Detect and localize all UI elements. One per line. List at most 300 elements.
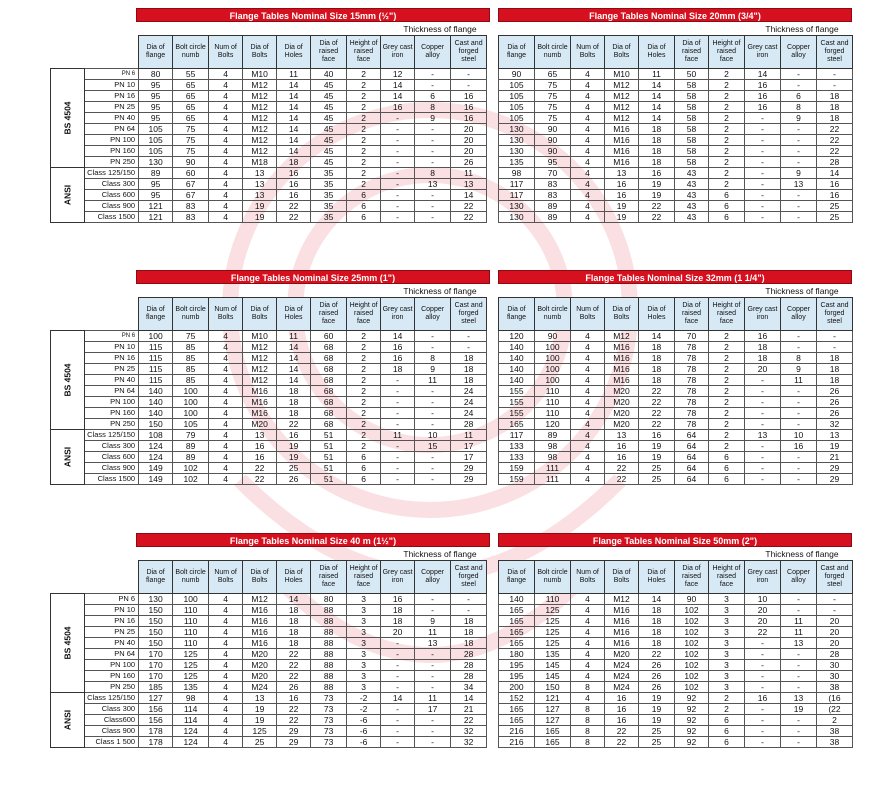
cell: 22: [639, 212, 675, 223]
cell: 73: [311, 715, 347, 726]
cell: 18: [639, 342, 675, 353]
cell: 4: [571, 80, 605, 91]
group-text: BS 4504: [62, 626, 73, 660]
column-header: Dia of Holes: [639, 561, 675, 594]
cell: 35: [311, 201, 347, 212]
cell: 165: [499, 715, 535, 726]
pressure-class: Class 1500: [85, 212, 139, 223]
cell: 18: [745, 342, 781, 353]
group-label-ansi: [51, 168, 85, 223]
cell: 135: [173, 682, 209, 693]
cell: 80: [311, 594, 347, 605]
group-text: ANSI: [62, 709, 73, 731]
cell: 140: [499, 353, 535, 364]
cell: 25: [243, 737, 277, 748]
cell: -: [781, 463, 817, 474]
table-row: [51, 715, 487, 726]
cell: 14: [277, 124, 311, 135]
cell: 16: [277, 430, 311, 441]
cell: 130: [499, 212, 535, 223]
cell: -: [745, 179, 781, 190]
cell: 75: [173, 146, 209, 157]
column-header: Copper alloy: [781, 298, 817, 331]
cell: 35: [311, 168, 347, 179]
cell: 2: [709, 441, 745, 452]
cell: 102: [173, 463, 209, 474]
cell: 16: [277, 190, 311, 201]
cell: 120: [499, 331, 535, 342]
cell: 6: [709, 463, 745, 474]
table-row: [51, 616, 487, 627]
cell: 4: [571, 441, 605, 452]
cell: 65: [535, 69, 571, 80]
cell: 22: [277, 212, 311, 223]
table-row: [51, 638, 487, 649]
pressure-class: PN 250: [85, 157, 139, 168]
cell: 4: [209, 91, 243, 102]
cell: 3: [709, 638, 745, 649]
cell: 2: [347, 386, 381, 397]
cell: M10: [243, 69, 277, 80]
table-row: [51, 113, 487, 124]
cell: 4: [209, 704, 243, 715]
cell: -: [381, 704, 415, 715]
cell: 2: [347, 331, 381, 342]
table-row: [499, 726, 853, 737]
column-header: Height of raised face: [709, 36, 745, 69]
cell: -: [745, 474, 781, 485]
cell: -: [745, 682, 781, 693]
cell: 26: [817, 386, 853, 397]
cell: M16: [243, 627, 277, 638]
column-header: Dia of Holes: [639, 36, 675, 69]
cell: 25: [639, 726, 675, 737]
table-row: [499, 91, 853, 102]
cell: 92: [675, 715, 709, 726]
pressure-class: PN 40: [85, 113, 139, 124]
cell: 85: [173, 364, 209, 375]
cell: 45: [311, 102, 347, 113]
cell: 26: [277, 474, 311, 485]
cell: 28: [451, 419, 487, 430]
cell: 200: [499, 682, 535, 693]
cell: -: [415, 682, 451, 693]
cell: 19: [639, 704, 675, 715]
cell: 4: [209, 408, 243, 419]
cell: 88: [311, 682, 347, 693]
cell: 2: [709, 146, 745, 157]
cell: 4: [209, 616, 243, 627]
cell: -: [781, 386, 817, 397]
column-header: Dia of flange: [139, 561, 173, 594]
cell: 58: [675, 80, 709, 91]
cell: 18: [277, 605, 311, 616]
cell: 145: [535, 660, 571, 671]
cell: 100: [139, 331, 173, 342]
cell: -: [745, 441, 781, 452]
cell: -: [415, 726, 451, 737]
cell: 19: [639, 190, 675, 201]
cell: 98: [499, 168, 535, 179]
cell: 152: [499, 693, 535, 704]
cell: M16: [243, 638, 277, 649]
header-spacer: [51, 36, 139, 69]
cell: 110: [535, 594, 571, 605]
cell: 180: [499, 649, 535, 660]
cell: 65: [173, 91, 209, 102]
cell: 2: [709, 408, 745, 419]
cell: 4: [209, 212, 243, 223]
cell: 159: [499, 474, 535, 485]
cell: 4: [209, 102, 243, 113]
cell: 35: [311, 179, 347, 190]
cell: -: [781, 419, 817, 430]
pressure-class: PN 160: [85, 408, 139, 419]
table-row: [499, 80, 853, 91]
table-row: [51, 353, 487, 364]
pressure-class: Class600: [85, 715, 139, 726]
cell: 88: [311, 616, 347, 627]
table-row: [51, 124, 487, 135]
cell: 75: [535, 91, 571, 102]
table-row: [51, 605, 487, 616]
cell: 2: [709, 704, 745, 715]
cell: 14: [277, 353, 311, 364]
cell: 4: [209, 179, 243, 190]
pressure-class: Class 1 500: [85, 737, 139, 748]
cell: 14: [277, 594, 311, 605]
table-row: [499, 452, 853, 463]
cell: 121: [535, 693, 571, 704]
cell: 4: [209, 135, 243, 146]
cell: 18: [277, 616, 311, 627]
column-header: Dia of Holes: [277, 298, 311, 331]
cell: 16: [605, 452, 639, 463]
cell: 4: [209, 124, 243, 135]
cell: 16: [277, 693, 311, 704]
cell: 6: [709, 726, 745, 737]
table-row: [499, 693, 853, 704]
cell: M20: [243, 649, 277, 660]
cell: -: [781, 124, 817, 135]
table-row: [51, 452, 487, 463]
cell: 90: [535, 331, 571, 342]
cell: 16: [605, 693, 639, 704]
cell: 9: [415, 616, 451, 627]
cell: 4: [571, 386, 605, 397]
cell: 18: [381, 616, 415, 627]
cell: 92: [675, 693, 709, 704]
cell: -: [451, 80, 487, 91]
cell: 121: [139, 212, 173, 223]
cell: 16: [451, 113, 487, 124]
cell: 16: [381, 594, 415, 605]
cell: 125: [535, 638, 571, 649]
cell: -: [745, 146, 781, 157]
cell: 16: [639, 168, 675, 179]
cell: 14: [381, 80, 415, 91]
cell: 67: [173, 190, 209, 201]
cell: M12: [243, 102, 277, 113]
cell: 64: [675, 463, 709, 474]
cell: 65: [173, 80, 209, 91]
cell: 19: [781, 704, 817, 715]
cell: -6: [347, 726, 381, 737]
cell: 16: [381, 353, 415, 364]
cell: 78: [675, 353, 709, 364]
cell: -: [781, 408, 817, 419]
pressure-class: Class 300: [85, 441, 139, 452]
cell: 4: [571, 190, 605, 201]
cell: 2: [709, 342, 745, 353]
cell: 4: [571, 627, 605, 638]
cell: 45: [311, 135, 347, 146]
cell: M12: [605, 102, 639, 113]
cell: 2: [709, 102, 745, 113]
cell: 22: [639, 649, 675, 660]
cell: -: [415, 386, 451, 397]
cell: 16: [745, 331, 781, 342]
cell: 165: [499, 616, 535, 627]
cell: 18: [277, 627, 311, 638]
cell: -: [781, 715, 817, 726]
cell: -: [745, 660, 781, 671]
cell: 14: [639, 91, 675, 102]
table-row: [499, 627, 853, 638]
cell: 4: [209, 638, 243, 649]
cell: 18: [817, 353, 853, 364]
cell: -: [781, 605, 817, 616]
pressure-class: PN 64: [85, 386, 139, 397]
table-row: [499, 102, 853, 113]
cell: 2: [347, 353, 381, 364]
table-row: [51, 649, 487, 660]
cell: 140: [139, 408, 173, 419]
cell: 78: [675, 386, 709, 397]
cell: 8: [415, 353, 451, 364]
cell: -: [415, 201, 451, 212]
table-row: [499, 113, 853, 124]
pressure-class: Class 600: [85, 452, 139, 463]
cell: 88: [311, 638, 347, 649]
cell: 3: [347, 671, 381, 682]
cell: 19: [277, 452, 311, 463]
cell: -: [745, 638, 781, 649]
cell: 18: [639, 605, 675, 616]
cell: 105: [173, 419, 209, 430]
column-header: Cast and forged steel: [817, 298, 853, 331]
cell: 19: [817, 441, 853, 452]
cell: 19: [639, 441, 675, 452]
cell: -: [415, 463, 451, 474]
table-row: [51, 168, 487, 179]
cell: 127: [139, 693, 173, 704]
cell: 22: [277, 660, 311, 671]
cell: 28: [817, 157, 853, 168]
column-header: Copper alloy: [781, 36, 817, 69]
pressure-class: Class 900: [85, 463, 139, 474]
cell: 8: [571, 726, 605, 737]
cell: 60: [173, 168, 209, 179]
cell: 80: [139, 69, 173, 80]
cell: M16: [243, 408, 277, 419]
cell: 3: [347, 682, 381, 693]
cell: 14: [277, 80, 311, 91]
cell: 68: [311, 375, 347, 386]
pressure-class: Class 125/150: [85, 430, 139, 441]
cell: 16: [381, 102, 415, 113]
cell: 102: [675, 627, 709, 638]
cell: 18: [639, 375, 675, 386]
cell: 4: [571, 375, 605, 386]
cell: -: [745, 397, 781, 408]
cell: -: [381, 408, 415, 419]
cell: 8: [781, 353, 817, 364]
column-header: Grey cast iron: [745, 298, 781, 331]
cell: 2: [347, 168, 381, 179]
cell: 18: [817, 91, 853, 102]
cell: 95: [139, 190, 173, 201]
cell: 6: [709, 715, 745, 726]
cell: 165: [499, 627, 535, 638]
table-row: [51, 726, 487, 737]
table-row: [51, 386, 487, 397]
cell: 115: [139, 353, 173, 364]
cell: M12: [243, 124, 277, 135]
cell: 115: [139, 375, 173, 386]
cell: 16: [451, 91, 487, 102]
cell: 13: [415, 179, 451, 190]
cell: 3: [347, 638, 381, 649]
cell: -: [381, 441, 415, 452]
cell: M16: [605, 124, 639, 135]
pressure-class: PN 25: [85, 364, 139, 375]
cell: 4: [209, 190, 243, 201]
cell: 19: [639, 452, 675, 463]
cell: 2: [347, 441, 381, 452]
cell: 28: [817, 649, 853, 660]
column-header: Cast and forged steel: [817, 561, 853, 594]
cell: 14: [817, 168, 853, 179]
column-header: Height of raised face: [347, 298, 381, 331]
group-text: BS 4504: [62, 101, 73, 135]
group-text: BS 4504: [62, 363, 73, 397]
cell: 95: [139, 91, 173, 102]
cell: 14: [277, 113, 311, 124]
cell: 14: [277, 146, 311, 157]
cell: 195: [499, 660, 535, 671]
cell: -: [781, 474, 817, 485]
cell: 25: [277, 463, 311, 474]
cell: 45: [311, 80, 347, 91]
cell: 178: [139, 726, 173, 737]
cell: -: [381, 135, 415, 146]
pressure-class: Class 900: [85, 201, 139, 212]
cell: -: [745, 726, 781, 737]
table-row: [51, 135, 487, 146]
table-row: [499, 660, 853, 671]
cell: 10: [415, 430, 451, 441]
column-header: Grey cast iron: [381, 561, 415, 594]
cell: 216: [499, 737, 535, 748]
cell: -6: [347, 715, 381, 726]
cell: 102: [675, 649, 709, 660]
pressure-class: PN 25: [85, 627, 139, 638]
column-header: Grey cast iron: [381, 36, 415, 69]
cell: 2: [347, 69, 381, 80]
cell: M12: [243, 91, 277, 102]
pressure-class: PN 25: [85, 102, 139, 113]
table-row: [51, 157, 487, 168]
cell: 43: [675, 190, 709, 201]
column-header: Height of raised face: [347, 36, 381, 69]
cell: 88: [311, 671, 347, 682]
column-header: Dia of Bolts: [605, 36, 639, 69]
cell: -: [415, 660, 451, 671]
cell: M12: [243, 375, 277, 386]
cell: 114: [173, 704, 209, 715]
column-header: Num of Bolts: [571, 561, 605, 594]
group-label-bs4504: [51, 69, 85, 168]
pressure-class: PN 10: [85, 342, 139, 353]
table-row: [51, 397, 487, 408]
cell: 100: [535, 375, 571, 386]
column-header: Bolt circle numb: [173, 36, 209, 69]
cell: 120: [535, 419, 571, 430]
cell: 6: [709, 190, 745, 201]
cell: 88: [311, 660, 347, 671]
cell: 4: [571, 660, 605, 671]
cell: -: [381, 168, 415, 179]
column-header: Grey cast iron: [381, 298, 415, 331]
cell: 45: [311, 157, 347, 168]
cell: -: [415, 212, 451, 223]
cell: 14: [639, 113, 675, 124]
panel-title-right: Flange Tables Nominal Size 32mm (1 1/4"): [498, 270, 852, 284]
cell: 40: [311, 69, 347, 80]
cell: -: [381, 638, 415, 649]
cell: 22: [817, 135, 853, 146]
cell: 32: [817, 419, 853, 430]
table-row: [499, 638, 853, 649]
cell: 35: [311, 212, 347, 223]
cell: 2: [347, 113, 381, 124]
cell: 4: [571, 397, 605, 408]
flange-table-left: [50, 297, 487, 485]
cell: 150: [139, 419, 173, 430]
thickness-label: Thickness of flange: [403, 24, 477, 34]
cell: 6: [781, 91, 817, 102]
column-header: Bolt circle numb: [173, 561, 209, 594]
pressure-class: PN 6: [85, 331, 139, 342]
cell: 4: [571, 135, 605, 146]
pressure-class: PN 250: [85, 682, 139, 693]
table-row: [499, 649, 853, 660]
cell: -: [745, 201, 781, 212]
column-header: Dia of Holes: [277, 36, 311, 69]
cell: -: [415, 408, 451, 419]
cell: 2: [709, 179, 745, 190]
cell: 105: [499, 91, 535, 102]
flange-table-right: [498, 560, 853, 748]
cell: 25: [639, 737, 675, 748]
column-header: Dia of Bolts: [243, 36, 277, 69]
cell: 89: [173, 452, 209, 463]
cell: 110: [173, 605, 209, 616]
cell: -: [781, 452, 817, 463]
cell: 68: [311, 419, 347, 430]
cell: 20: [817, 627, 853, 638]
